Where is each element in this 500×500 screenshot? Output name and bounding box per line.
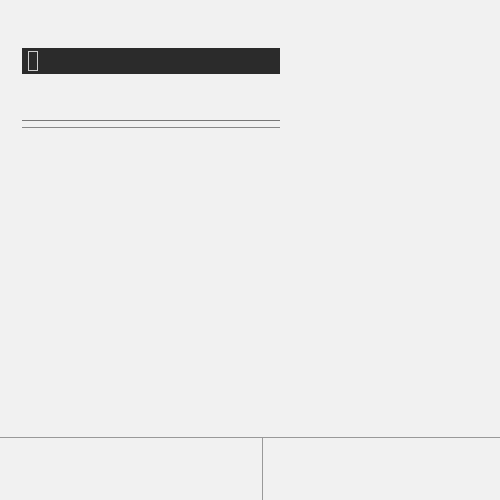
table-bottom-line xyxy=(22,127,280,128)
section-divider xyxy=(0,437,500,438)
duration xyxy=(300,66,496,81)
bottom-column-divider xyxy=(262,437,263,500)
table-header xyxy=(22,48,280,74)
column-headers xyxy=(22,74,280,121)
product-info xyxy=(300,52,496,81)
daily-dosage-table xyxy=(22,48,280,138)
vitup-logo xyxy=(28,51,38,71)
